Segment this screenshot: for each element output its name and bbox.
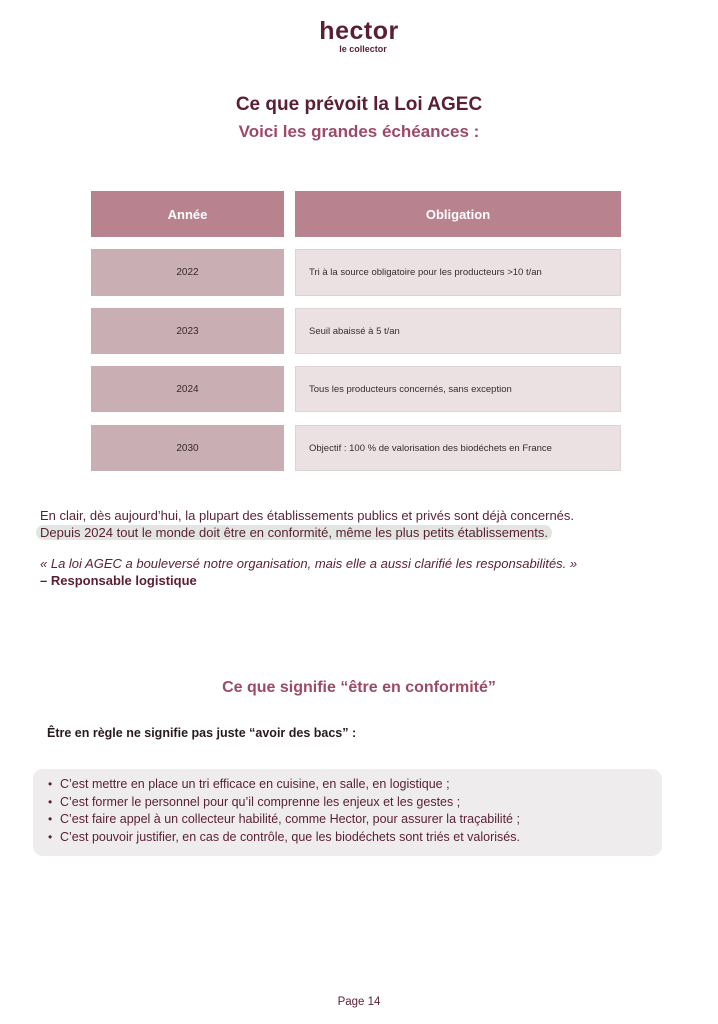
summary-line-2-highlight: Depuis 2024 tout le monde doit être en conformité, même les plus petits établissements.	[36, 525, 552, 540]
conformity-list	[48, 776, 662, 846]
bullet-icon: •	[48, 829, 53, 844]
list-item: • C’est former le personnel pour qu’il comprenne les enjeux et les gestes ;	[48, 794, 662, 812]
quote-author: – Responsable logistique	[40, 573, 197, 588]
bullet-icon: •	[48, 777, 53, 791]
section-subtitle: Voici les grandes échéances :	[238, 122, 480, 141]
hector-logo	[0, 18, 718, 54]
testimonial-quote	[40, 555, 680, 589]
list-item: • C’est mettre en place un tri efficace en cuisine, en salle, en logistique ;	[48, 776, 662, 794]
summary-paragraph	[40, 507, 680, 541]
list-item: • C’est faire appel à un collecteur habilité, comme Hector, pour assurer la traçabilité ;	[48, 811, 662, 829]
section-2-intro: Être en règle ne signifie pas juste “avoir des bacs” :	[47, 726, 357, 740]
bullet-icon: •	[48, 794, 53, 809]
logo-wordmark: hector	[319, 17, 399, 45]
section-title: Ce que prévoit la Loi AGEC	[235, 94, 483, 115]
page-number: Page 14	[337, 996, 381, 1008]
table-row-obligation: Tri à la source obligatoire pour les producteurs >10 t/an	[295, 249, 621, 296]
table-row-year: 2022	[91, 249, 284, 296]
table-row-obligation: Tous les producteurs concernés, sans exception	[295, 366, 621, 412]
bullet-icon: •	[48, 812, 53, 826]
summary-line-1: En clair, dès aujourd’hui, la plupart des établissements publics et privés sont déjà concernés.	[40, 508, 575, 523]
table-header-year: Année	[91, 191, 284, 237]
table-row-year: 2023	[91, 308, 284, 354]
table-row-obligation: Seuil abaissé à 5 t/an	[295, 308, 621, 354]
table-row-year: 2030	[91, 425, 284, 471]
list-item: • C’est pouvoir justifier, en cas de contrôle, que les biodéchets sont triés et valorisés.	[48, 829, 662, 847]
table-row-obligation: Objectif : 100 % de valorisation des biodéchets en France	[295, 425, 621, 471]
logo-tagline: le collector	[339, 44, 387, 54]
section-2-title: Ce que signifie “être en conformité”	[222, 679, 496, 696]
table-row-year: 2024	[91, 366, 284, 412]
quote-text: « La loi AGEC a bouleversé notre organisation, mais elle a aussi clarifié les responsabilités. »	[40, 556, 578, 571]
conformity-list-box	[33, 769, 662, 856]
table-header-obligation: Obligation	[295, 191, 621, 237]
